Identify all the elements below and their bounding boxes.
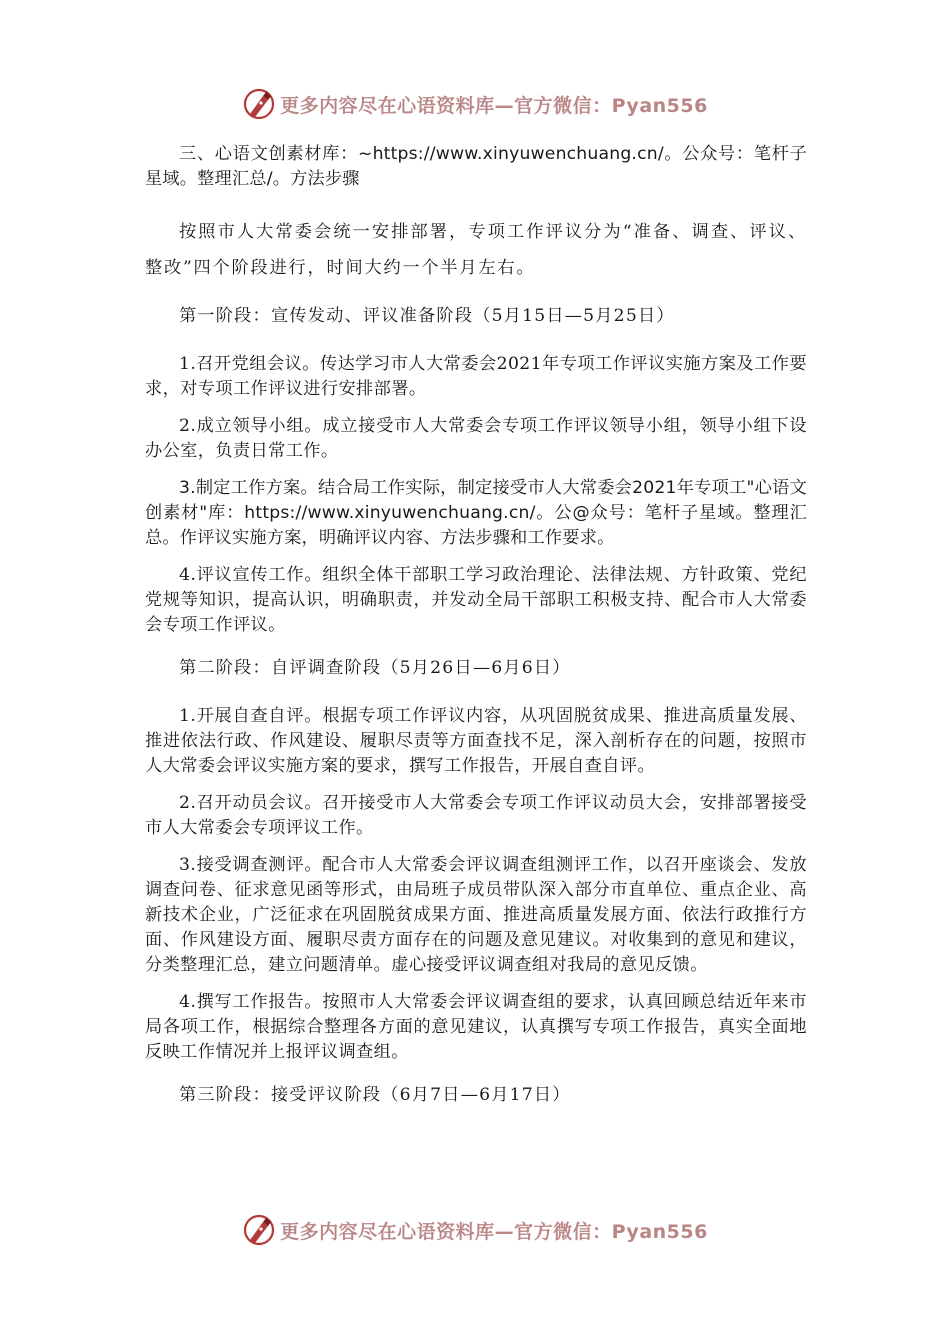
stage-one-item-1: 1.召开党组会议。传达学习市人大常委会2021年专项工作评议实施方案及工作要求，对专项工作评议进行安排部署。 bbox=[145, 354, 807, 399]
paragraph-intro: 三、心语文创素材库：~https://www.xinyuwenchuang.cn/。公众号：笔杆子星域。整理汇总/。方法步骤 bbox=[145, 144, 807, 189]
pen-nib-logo-icon bbox=[242, 1213, 276, 1247]
stage-two-item-3: 3.接受调查测评。配合市人大常委会评议调查组测评工作，以召开座谈会、发放调查问卷、征求意见函等形式，由局班子成员带队深入部分市直单位、重点企业、高新技术企业，广泛征求在巩固脱贫成果方面、推进高质量发展方面、依法行政推行方面、作风建设方面、履职尽责方面存在的问题及意见建议。对收集到的意见和建议，分类整理汇总，建立问题清单。虚心接受评议调查组对我局的意见反馈。 bbox=[145, 855, 807, 975]
promo-text: 更多内容尽在心语资料库—官方微信：Pyan556 bbox=[280, 94, 708, 117]
pen-nib-logo-icon bbox=[242, 87, 276, 121]
stage-one-item-4: 4.评议宣传工作。组织全体干部职工学习政治理论、法律法规、方针政策、党纪党规等知识，提高认识，明确职责，并发动全局干部职工积极支持、配合市人大常委会专项工作评议。 bbox=[145, 565, 807, 635]
stage-three-heading: 第三阶段：接受评议阶段（6月7日—6月17日） bbox=[179, 1085, 571, 1105]
header-banner bbox=[0, 84, 950, 124]
stage-one-item-2: 2.成立领导小组。成立接受市人大常委会专项工作评议领导小组，领导小组下设办公室，负责日常工作。 bbox=[145, 416, 807, 461]
stage-one-heading: 第一阶段：宣传发动、评议准备阶段（5月15日—5月25日） bbox=[179, 306, 675, 326]
stage-one-item-3: 3.制定工作方案。结合局工作实际，制定接受市人大常委会2021年专项工"心语文创素材"库：https://www.xinyuwenchuang.cn/。公@众号：笔杆子星域。整理汇总。作评议实施方案，明确评议内容、方法步骤和工作要求。 bbox=[145, 478, 807, 548]
stage-two-item-4: 4.撰写工作报告。按照市人大常委会评议调查组的要求，认真回顾总结近年来市局各项工作，根据综合整理各方面的意见建议，认真撰写专项工作报告，真实全面地反映工作情况并上报评议调查组。 bbox=[145, 992, 807, 1062]
stage-two-heading: 第二阶段：自评调查阶段（5月26日—6月6日） bbox=[179, 658, 571, 678]
stage-two-item-2: 2.召开动员会议。召开接受市人大常委会专项工作评议动员大会，安排部署接受市人大常委会专项评议工作。 bbox=[145, 793, 807, 838]
paragraph-overview: 按照市人大常委会统一安排部署，专项工作评议分为“准备、调查、评议、整改”四个阶段进行，时间大约一个半月左右。 bbox=[145, 222, 807, 278]
footer-banner bbox=[0, 1210, 950, 1250]
stage-two-item-1: 1.开展自查自评。根据专项工作评议内容，从巩固脱贫成果、推进高质量发展、推进依法行政、作风建设、履职尽责等方面查找不足，深入剖析存在的问题，按照市人大常委会评议实施方案的要求，撰写工作报告，开展自查自评。 bbox=[145, 706, 807, 776]
promo-text: 更多内容尽在心语资料库—官方微信：Pyan556 bbox=[280, 1220, 708, 1243]
document-body bbox=[145, 142, 807, 1108]
